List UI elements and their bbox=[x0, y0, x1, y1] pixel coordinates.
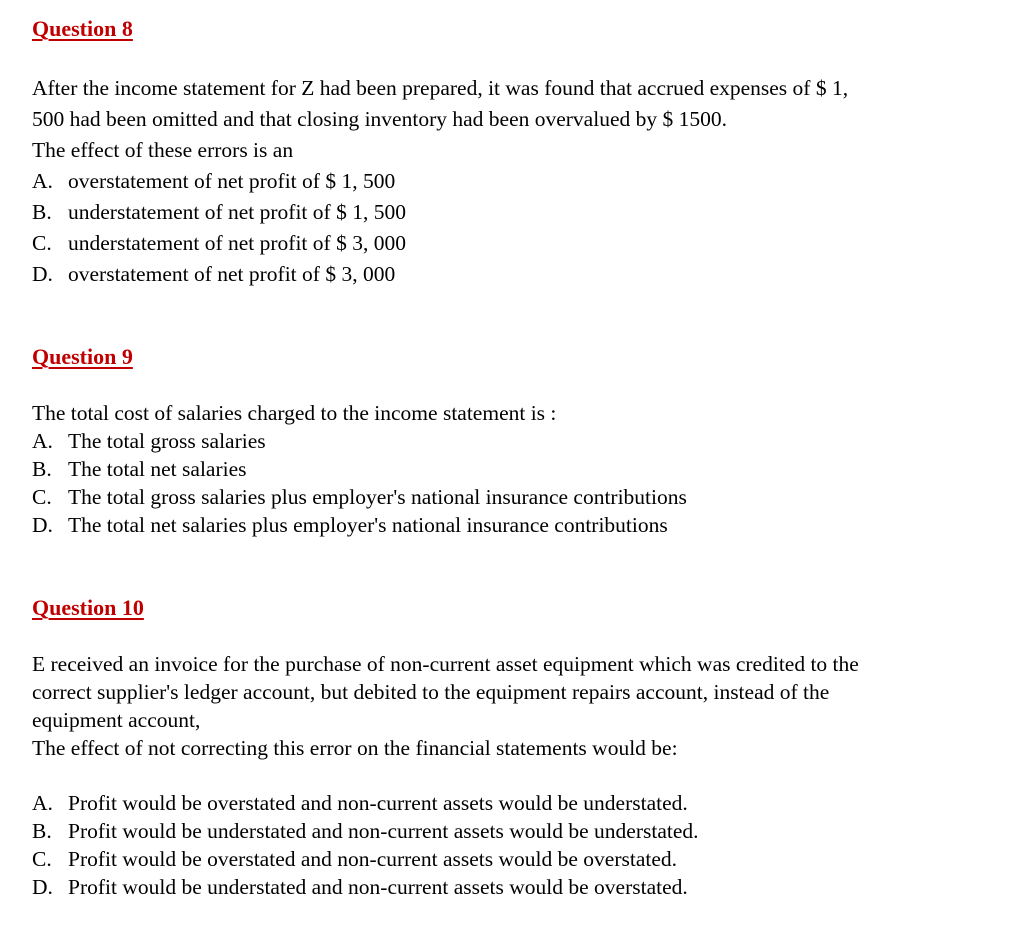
option-letter: A. bbox=[32, 429, 53, 453]
question-10-stem-line: equipment account, bbox=[32, 708, 201, 732]
question-8-title: Question 8 bbox=[32, 16, 133, 41]
question-10-body bbox=[32, 650, 992, 762]
question-8-option-b bbox=[32, 197, 992, 228]
option-letter: A. bbox=[32, 169, 53, 193]
option-text: The total gross salaries bbox=[68, 429, 266, 453]
question-10-stem-line: correct supplier's ledger account, but debited to the equipment repairs account, instead of the bbox=[32, 680, 830, 704]
question-8-option-d bbox=[32, 259, 992, 290]
question-10-options bbox=[32, 789, 992, 901]
option-text: overstatement of net profit of $ 1, 500 bbox=[68, 169, 396, 193]
option-letter: B. bbox=[32, 457, 52, 481]
option-letter: B. bbox=[32, 200, 52, 224]
option-text: The total net salaries bbox=[68, 457, 247, 481]
question-9-option-d bbox=[32, 511, 992, 539]
option-text: overstatement of net profit of $ 3, 000 bbox=[68, 262, 396, 286]
question-10-option-a bbox=[32, 789, 992, 817]
question-9-option-b bbox=[32, 455, 992, 483]
option-text: The total gross salaries plus employer's national insurance contributions bbox=[68, 485, 687, 509]
option-letter: D. bbox=[32, 875, 53, 899]
option-letter: C. bbox=[32, 485, 52, 509]
question-8-option-c bbox=[32, 228, 992, 259]
question-9-option-a bbox=[32, 427, 992, 455]
option-letter: B. bbox=[32, 819, 52, 843]
question-10-option-c bbox=[32, 845, 992, 873]
question-9-body bbox=[32, 399, 992, 539]
option-letter: D. bbox=[32, 513, 53, 537]
option-text: Profit would be understated and non-current assets would be overstated. bbox=[68, 875, 688, 899]
question-8-body bbox=[32, 73, 992, 290]
question-8-stem-line: After the income statement for Z had been prepared, it was found that accrued expenses of $ 1, bbox=[32, 76, 849, 100]
question-9-stem-line: The total cost of salaries charged to the income statement is : bbox=[32, 401, 557, 425]
question-9-title: Question 9 bbox=[32, 344, 133, 369]
option-text: understatement of net profit of $ 3, 000 bbox=[68, 231, 406, 255]
question-10-option-b bbox=[32, 817, 992, 845]
question-10-option-d bbox=[32, 873, 992, 901]
question-8-stem-line: 500 had been omitted and that closing inventory had been overvalued by $ 1500. bbox=[32, 107, 727, 131]
option-letter: C. bbox=[32, 231, 52, 255]
option-text: Profit would be overstated and non-current assets would be understated. bbox=[68, 791, 688, 815]
option-text: Profit would be overstated and non-current assets would be overstated. bbox=[68, 847, 678, 871]
option-letter: C. bbox=[32, 847, 52, 871]
option-text: Profit would be understated and non-current assets would be understated. bbox=[68, 819, 699, 843]
question-9-option-c bbox=[32, 483, 992, 511]
question-8-option-a bbox=[32, 166, 992, 197]
option-text: The total net salaries plus employer's national insurance contributions bbox=[68, 513, 668, 537]
option-letter: D. bbox=[32, 262, 53, 286]
option-letter: A. bbox=[32, 791, 53, 815]
option-text: understatement of net profit of $ 1, 500 bbox=[68, 200, 406, 224]
question-8-stem-line: The effect of these errors is an bbox=[32, 138, 294, 162]
question-10-stem-line: E received an invoice for the purchase of non-current asset equipment which was credited to the bbox=[32, 652, 859, 676]
question-10-stem-line: The effect of not correcting this error on the financial statements would be: bbox=[32, 736, 678, 760]
question-10-title: Question 10 bbox=[32, 595, 144, 620]
